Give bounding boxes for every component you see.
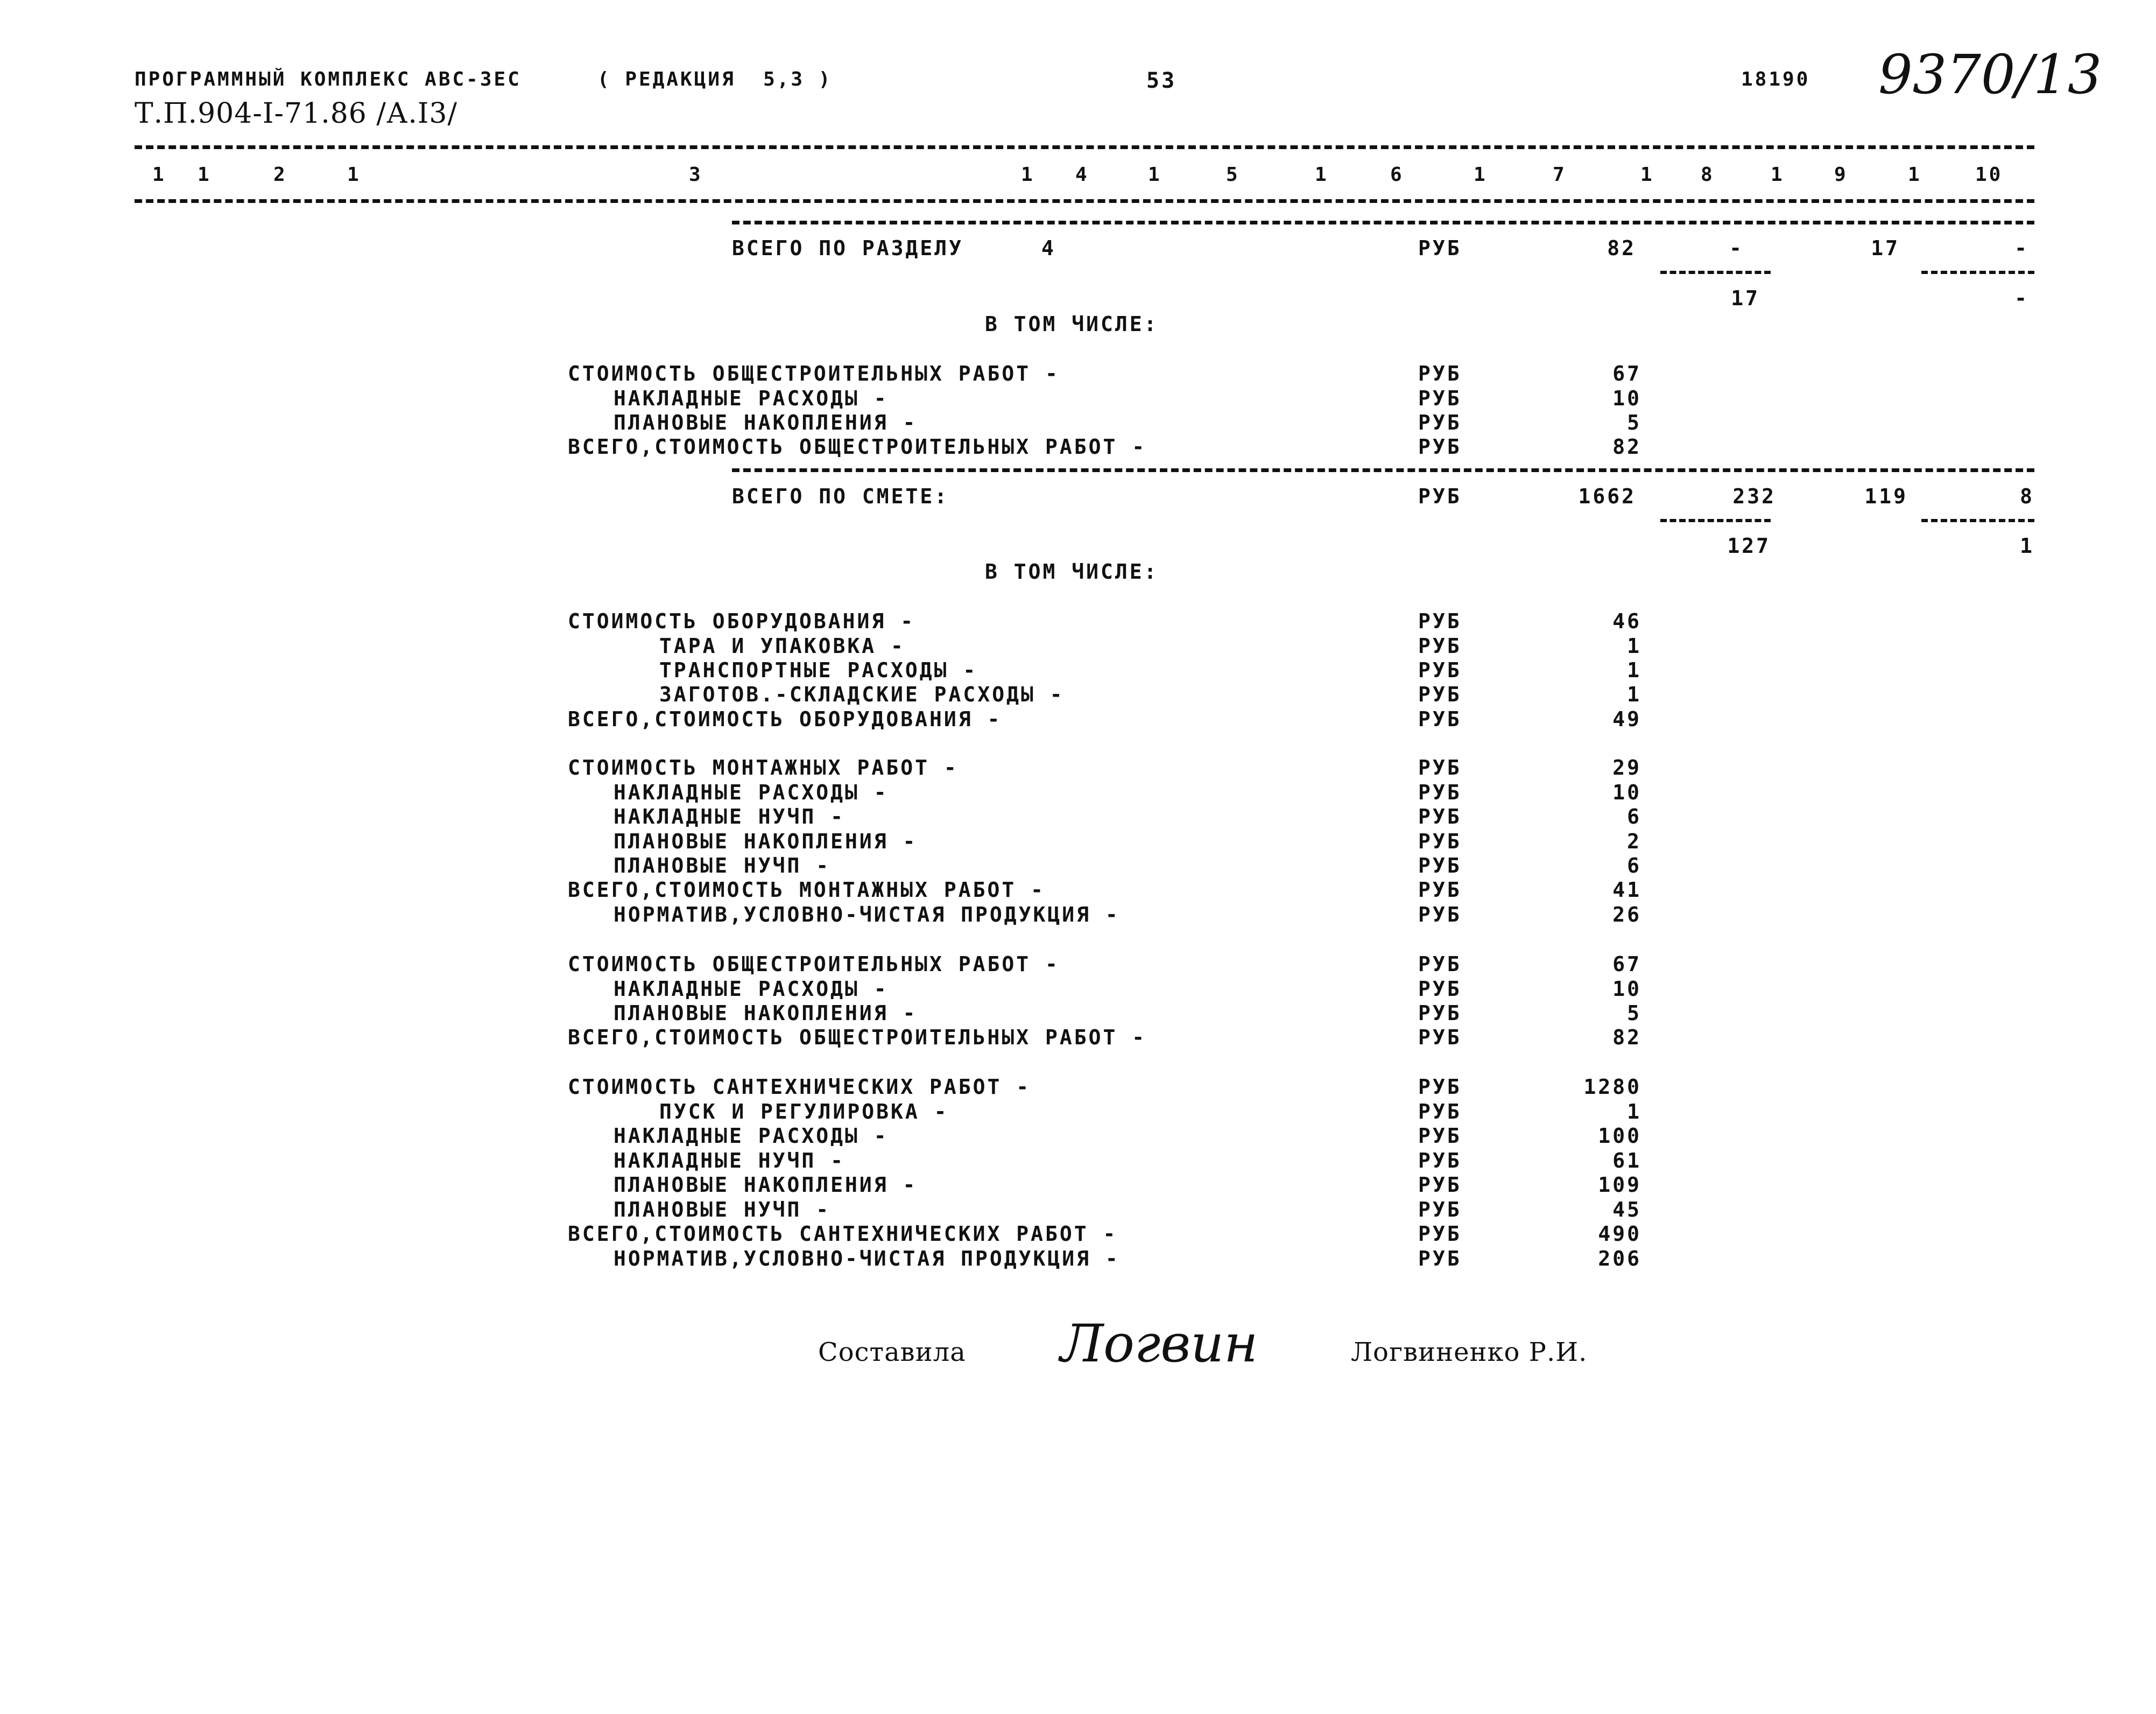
row-unit: РУБ bbox=[1418, 411, 1462, 434]
row-value: 100 bbox=[1598, 1124, 1641, 1148]
column-number: 10 bbox=[1975, 164, 2003, 186]
row-label: ВСЕГО,СТОИМОСТЬ ОБЩЕСТРОИТЕЛЬНЫХ РАБОТ - bbox=[568, 435, 1147, 459]
row-unit: РУБ bbox=[1418, 1124, 1462, 1148]
column-number: 4 bbox=[1075, 164, 1089, 186]
section-total-c10: - bbox=[2014, 236, 2029, 260]
compiler-name: Логвиненко Р.И. bbox=[1351, 1337, 1588, 1367]
row-label: ВСЕГО,СТОИМОСТЬ МОНТАЖНЫХ РАБОТ - bbox=[568, 878, 1045, 902]
row-unit: РУБ bbox=[1418, 1075, 1462, 1099]
row-label: НАКЛАДНЫЕ НУЧП - bbox=[614, 805, 846, 828]
row-value: 67 bbox=[1612, 952, 1641, 976]
row-value: 26 bbox=[1612, 903, 1641, 926]
column-number: 2 bbox=[273, 164, 287, 186]
column-separator: 1 bbox=[347, 164, 361, 186]
signature: Логвин bbox=[1060, 1313, 1258, 1374]
row-label: СТОИМОСТЬ ОБОРУДОВАНИЯ - bbox=[568, 609, 915, 633]
row-label: ПЛАНОВЫЕ НУЧП - bbox=[614, 1198, 831, 1221]
row-value: 10 bbox=[1612, 977, 1641, 1001]
row-label: ВСЕГО,СТОИМОСТЬ ОБЩЕСТРОИТЕЛЬНЫХ РАБОТ - bbox=[568, 1025, 1147, 1049]
column-number: 9 bbox=[1834, 164, 1848, 186]
row-unit: РУБ bbox=[1418, 1222, 1462, 1246]
row-value: 490 bbox=[1598, 1222, 1641, 1246]
row-unit: РУБ bbox=[1418, 658, 1462, 682]
row-unit: РУБ bbox=[1418, 435, 1462, 459]
document-code: 18190 bbox=[1741, 68, 1810, 90]
column-separator: 1 bbox=[1021, 164, 1035, 186]
row-unit: РУБ bbox=[1418, 634, 1462, 658]
row-unit: РУБ bbox=[1418, 903, 1462, 926]
row-unit: РУБ bbox=[1418, 1149, 1462, 1172]
estimate-sub-c10: 1 bbox=[2020, 534, 2034, 558]
handwritten-number: 9370/13 bbox=[1878, 43, 2102, 106]
row-unit: РУБ bbox=[1418, 683, 1462, 706]
section-total-number: 4 bbox=[1041, 236, 1056, 260]
column-number: 6 bbox=[1390, 164, 1404, 186]
column-separator: 1 bbox=[1640, 164, 1654, 186]
row-label: НОРМАТИВ,УСЛОВНО-ЧИСТАЯ ПРОДУКЦИЯ - bbox=[614, 903, 1120, 926]
row-value: 29 bbox=[1612, 756, 1641, 779]
column-separator: 1 bbox=[198, 164, 212, 186]
estimate-sub-c8: 127 bbox=[1727, 534, 1771, 558]
section-sub-c8: 17 bbox=[1731, 286, 1760, 310]
row-label: СТОИМОСТЬ ОБЩЕСТРОИТЕЛЬНЫХ РАБОТ - bbox=[568, 952, 1060, 976]
row-unit: РУБ bbox=[1418, 977, 1462, 1001]
row-unit: РУБ bbox=[1418, 878, 1462, 902]
column-separator: 1 bbox=[1148, 164, 1162, 186]
row-value: 1 bbox=[1627, 683, 1641, 706]
row-label: ВСЕГО,СТОИМОСТЬ САНТЕХНИЧЕСКИХ РАБОТ - bbox=[568, 1222, 1118, 1246]
estimate-total-c9: 119 bbox=[1864, 484, 1908, 508]
estimate-total-c8: 232 bbox=[1732, 484, 1776, 508]
row-unit: РУБ bbox=[1418, 707, 1462, 731]
row-label: ТАРА И УПАКОВКА - bbox=[659, 634, 905, 658]
row-value: 46 bbox=[1612, 609, 1641, 633]
row-unit: РУБ bbox=[1418, 1001, 1462, 1025]
row-value: 61 bbox=[1612, 1149, 1641, 1172]
row-unit: РУБ bbox=[1418, 952, 1462, 976]
row-value: 41 bbox=[1612, 878, 1641, 902]
row-value: 10 bbox=[1612, 781, 1641, 804]
row-unit: РУБ bbox=[1418, 362, 1462, 385]
page-number: 53 bbox=[1146, 68, 1177, 93]
row-unit: РУБ bbox=[1418, 387, 1462, 410]
row-unit: РУБ bbox=[1418, 830, 1462, 853]
estimate-total-c7: 1662 bbox=[1578, 484, 1636, 508]
compiled-by-label: Составила bbox=[818, 1337, 966, 1367]
row-label: ПЛАНОВЫЕ НАКОПЛЕНИЯ - bbox=[614, 1173, 918, 1197]
row-value: 5 bbox=[1627, 411, 1641, 434]
row-unit: РУБ bbox=[1418, 1100, 1462, 1123]
edition-label: ( РЕДАКЦИЯ 5,3 ) bbox=[597, 68, 833, 90]
row-unit: РУБ bbox=[1418, 805, 1462, 828]
row-label: ПЛАНОВЫЕ НУЧП - bbox=[614, 854, 831, 877]
row-label: НАКЛАДНЫЕ РАСХОДЫ - bbox=[614, 977, 889, 1001]
row-label: НАКЛАДНЫЕ РАСХОДЫ - bbox=[614, 781, 889, 804]
row-value: 82 bbox=[1612, 435, 1641, 459]
column-separator: 1 bbox=[1474, 164, 1488, 186]
estimate-total-label: ВСЕГО ПО СМЕТЕ: bbox=[732, 484, 949, 508]
row-value: 206 bbox=[1598, 1247, 1641, 1270]
estimate-incl-label: В ТОМ ЧИСЛЕ: bbox=[985, 560, 1159, 584]
row-label: НАКЛАДНЫЕ РАСХОДЫ - bbox=[614, 1124, 889, 1148]
row-unit: РУБ bbox=[1418, 1025, 1462, 1049]
header-rule-bottom bbox=[135, 199, 2034, 203]
row-value: 1280 bbox=[1583, 1075, 1641, 1099]
section-sub-rule-c8 bbox=[1660, 271, 1771, 274]
row-label: ПУСК И РЕГУЛИРОВКА - bbox=[659, 1100, 949, 1123]
section-rule bbox=[732, 221, 2034, 224]
row-label: ЗАГОТОВ.-СКЛАДСКИЕ РАСХОДЫ - bbox=[659, 683, 1065, 706]
row-label: ТРАНСПОРТНЫЕ РАСХОДЫ - bbox=[659, 658, 978, 682]
row-label: СТОИМОСТЬ МОНТАЖНЫХ РАБОТ - bbox=[568, 756, 959, 779]
row-label: НАКЛАДНЫЕ РАСХОДЫ - bbox=[614, 387, 889, 410]
row-value: 49 bbox=[1612, 707, 1641, 731]
row-value: 109 bbox=[1598, 1173, 1641, 1197]
row-unit: РУБ bbox=[1418, 1198, 1462, 1221]
row-value: 82 bbox=[1612, 1025, 1641, 1049]
estimate-sub-rule-c10 bbox=[1921, 519, 2034, 522]
column-separator: 1 bbox=[1315, 164, 1329, 186]
row-value: 1 bbox=[1627, 634, 1641, 658]
section-incl-label: В ТОМ ЧИСЛЕ: bbox=[985, 312, 1159, 336]
section-sub-c10: - bbox=[2014, 286, 2029, 310]
row-label: НАКЛАДНЫЕ НУЧП - bbox=[614, 1149, 846, 1172]
row-value: 45 bbox=[1612, 1198, 1641, 1221]
row-unit: РУБ bbox=[1418, 756, 1462, 779]
row-value: 6 bbox=[1627, 805, 1641, 828]
doc-id: Т.П.904-I-71.86 /А.I3/ bbox=[135, 97, 457, 130]
row-unit: РУБ bbox=[1418, 854, 1462, 877]
row-unit: РУБ bbox=[1418, 781, 1462, 804]
row-unit: РУБ bbox=[1418, 609, 1462, 633]
row-label: НОРМАТИВ,УСЛОВНО-ЧИСТАЯ ПРОДУКЦИЯ - bbox=[614, 1247, 1120, 1270]
section-total-unit: РУБ bbox=[1418, 236, 1462, 260]
header-rule-top bbox=[135, 145, 2034, 149]
column-number: 1 bbox=[152, 164, 166, 186]
row-value: 67 bbox=[1612, 362, 1641, 385]
estimate-total-unit: РУБ bbox=[1418, 484, 1462, 508]
section-sub-rule-c10 bbox=[1921, 271, 2034, 274]
section-total-c8: - bbox=[1729, 236, 1744, 260]
program-title: ПРОГРАММНЫЙ КОМПЛЕКС АВС-ЗЕС bbox=[135, 68, 522, 90]
row-value: 6 bbox=[1627, 854, 1641, 877]
column-number: 8 bbox=[1701, 164, 1715, 186]
row-unit: РУБ bbox=[1418, 1247, 1462, 1270]
column-separator: 1 bbox=[1908, 164, 1922, 186]
row-label: СТОИМОСТЬ ОБЩЕСТРОИТЕЛЬНЫХ РАБОТ - bbox=[568, 362, 1060, 385]
column-number: 5 bbox=[1226, 164, 1240, 186]
row-label: ПЛАНОВЫЕ НАКОПЛЕНИЯ - bbox=[614, 1001, 918, 1025]
section-total-label: ВСЕГО ПО РАЗДЕЛУ bbox=[732, 236, 964, 260]
section-total-c7: 82 bbox=[1607, 236, 1636, 260]
row-value: 5 bbox=[1627, 1001, 1641, 1025]
row-label: ВСЕГО,СТОИМОСТЬ ОБОРУДОВАНИЯ - bbox=[568, 707, 1002, 731]
estimate-total-c10: 8 bbox=[2020, 484, 2034, 508]
column-number: 7 bbox=[1553, 164, 1567, 186]
column-number: 3 bbox=[689, 164, 703, 186]
row-label: ПЛАНОВЫЕ НАКОПЛЕНИЯ - bbox=[614, 830, 918, 853]
row-label: ПЛАНОВЫЕ НАКОПЛЕНИЯ - bbox=[614, 411, 918, 434]
row-value: 1 bbox=[1627, 658, 1641, 682]
row-value: 1 bbox=[1627, 1100, 1641, 1123]
row-value: 2 bbox=[1627, 830, 1641, 853]
row-value: 10 bbox=[1612, 387, 1641, 410]
section-total-c9: 17 bbox=[1871, 236, 1900, 260]
estimate-rule bbox=[732, 468, 2034, 472]
estimate-sub-rule-c8 bbox=[1660, 519, 1771, 522]
row-label: СТОИМОСТЬ САНТЕХНИЧЕСКИХ РАБОТ - bbox=[568, 1075, 1031, 1099]
column-separator: 1 bbox=[1771, 164, 1785, 186]
row-unit: РУБ bbox=[1418, 1173, 1462, 1197]
